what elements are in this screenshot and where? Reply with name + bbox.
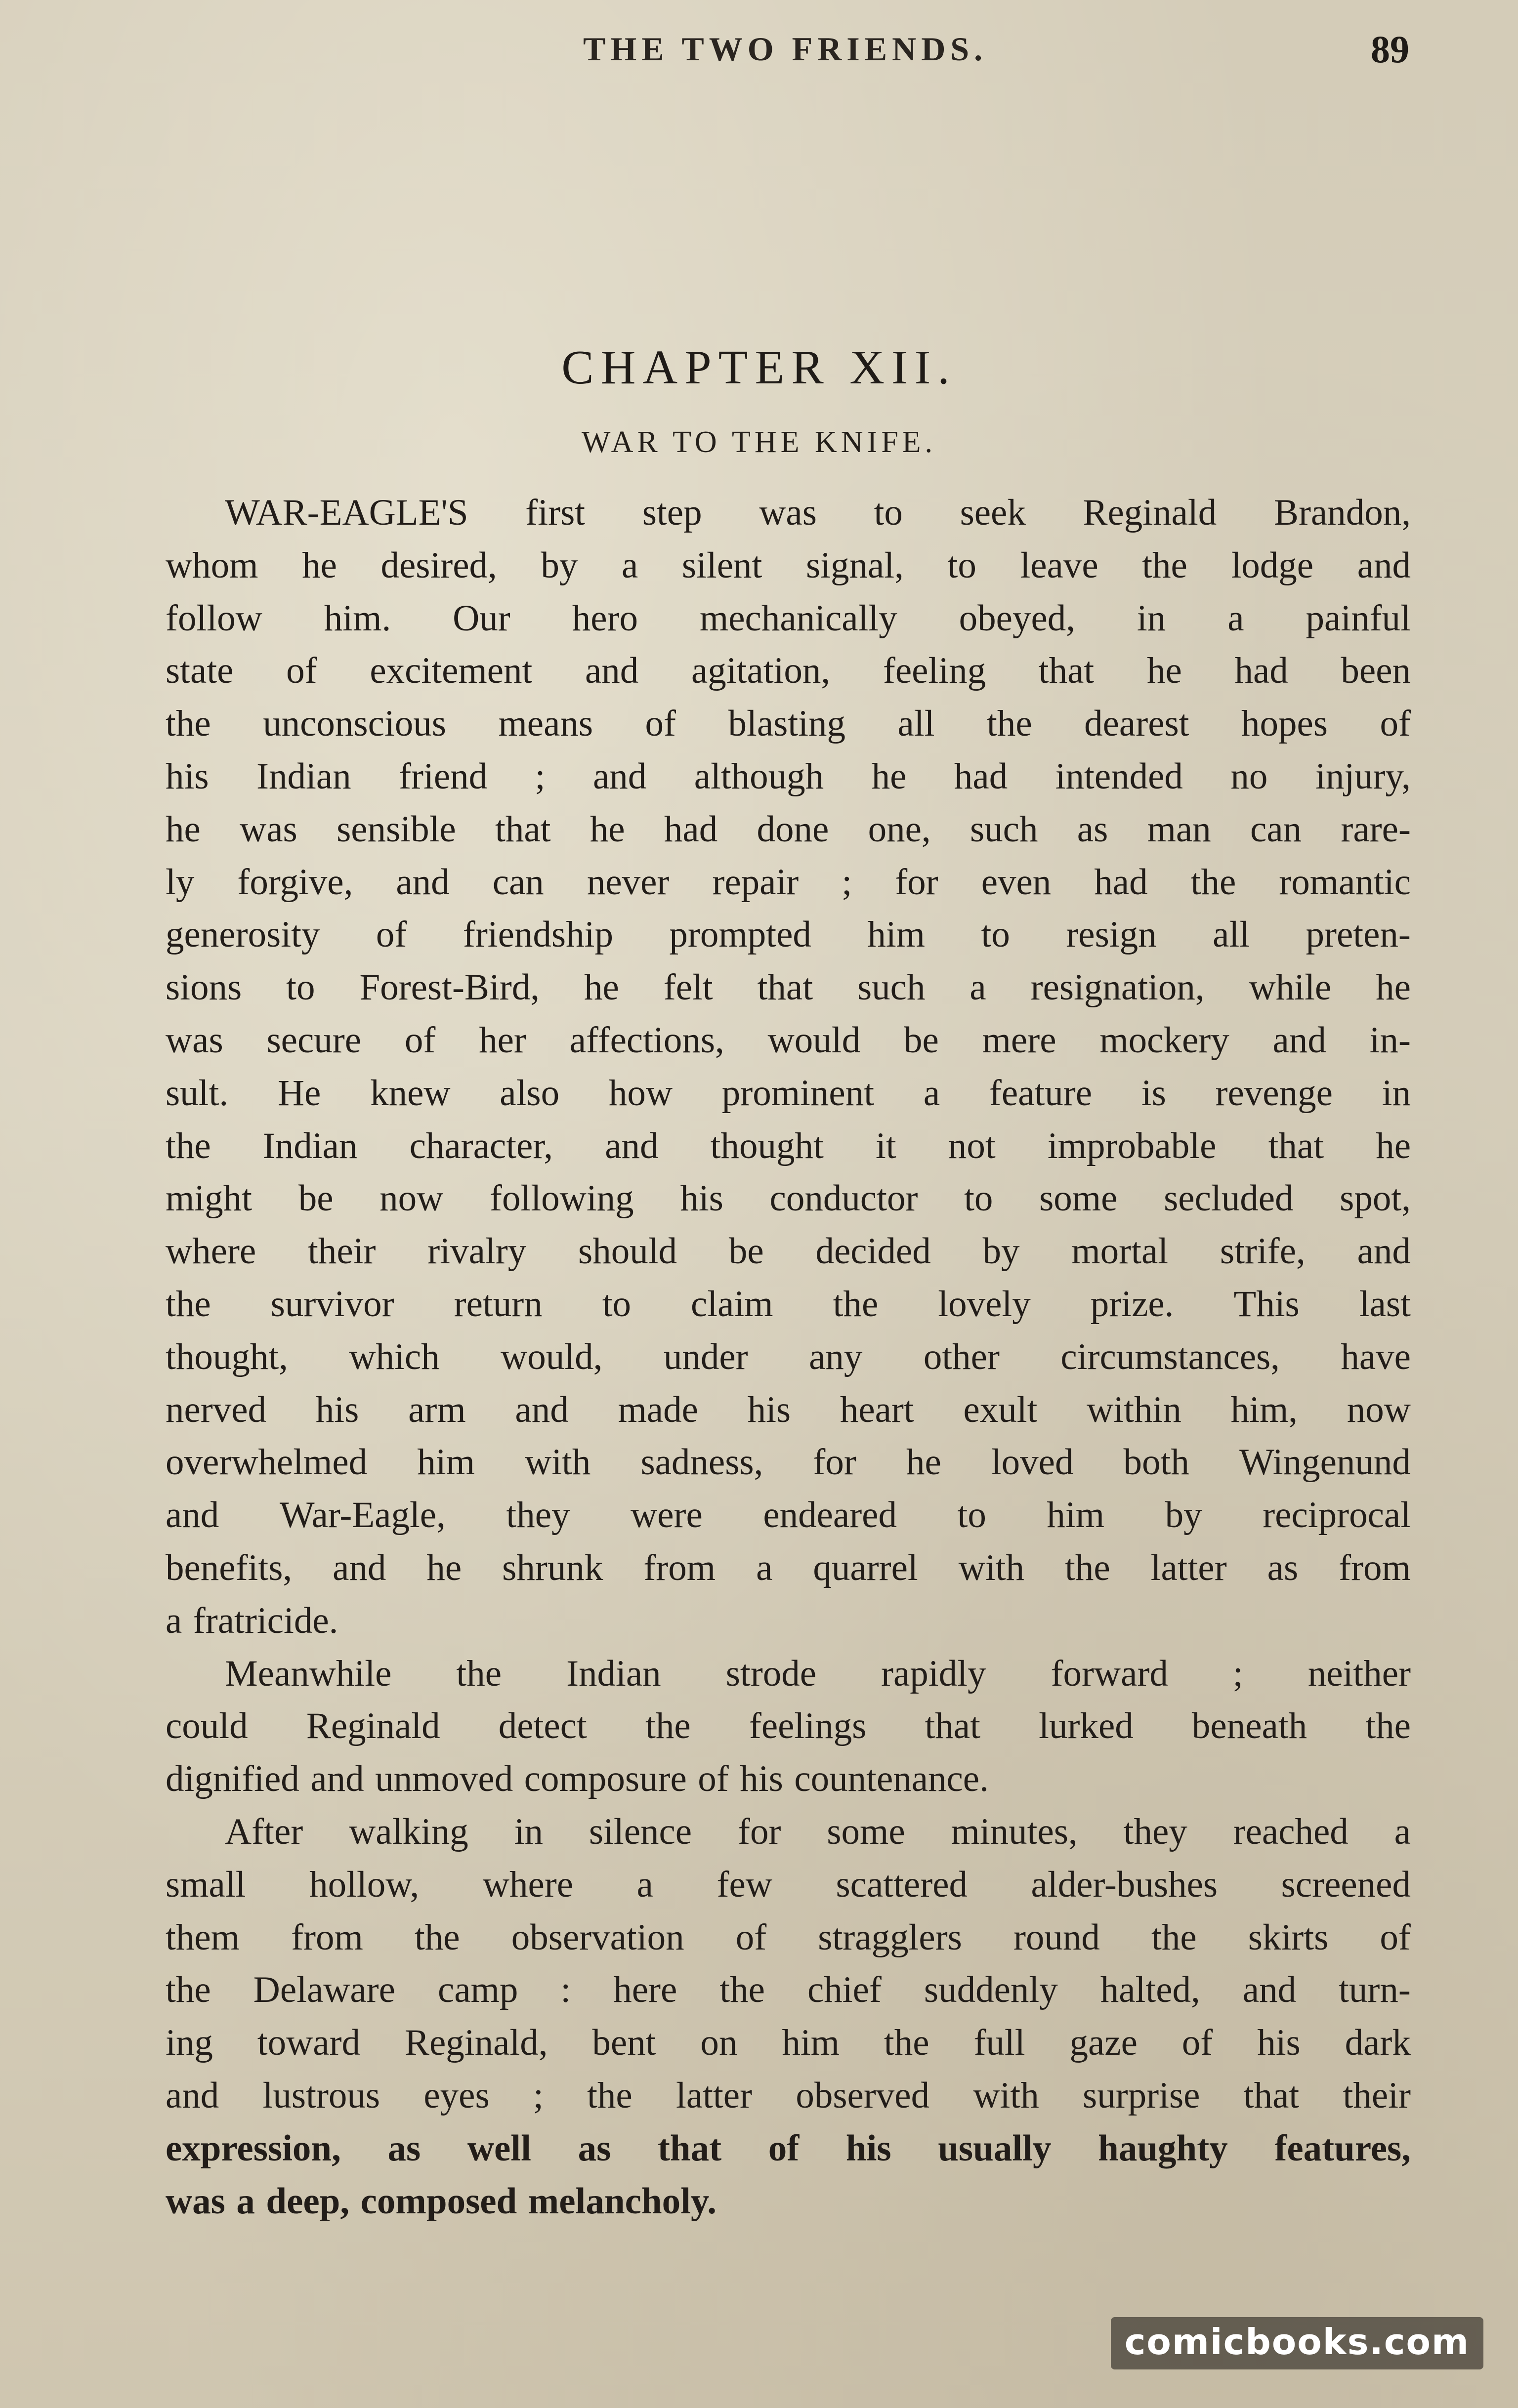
text-line: sions to Forest-Bird, he felt that such a resignation, while he — [166, 967, 1411, 1008]
text-line: the unconscious means of blasting all the dearest hopes of — [166, 703, 1411, 745]
paragraph — [166, 1806, 1411, 2228]
text-line: follow him. Our hero mechanically obeyed, in a painful — [166, 597, 1411, 639]
paragraph — [166, 487, 1411, 1648]
text-line: After walking in silence for some minutes, they reached a — [225, 1811, 1411, 1852]
text-line: generosity of friendship prompted him to resign all preten- — [166, 914, 1411, 955]
text-line: the Indian character, and thought it not improbable that he — [166, 1125, 1411, 1166]
page-number: 89 — [1371, 28, 1409, 71]
text-line: sult. He knew also how prominent a feature is revenge in — [166, 1072, 1411, 1114]
text-line: expression, as well as that of his usually haughty features, — [166, 2127, 1411, 2169]
text-line: nerved his arm and made his heart exult within him, now — [166, 1389, 1411, 1430]
text-line: overwhelmed him with sadness, for he loved both Wingenund — [166, 1442, 1411, 1483]
paragraph — [166, 1648, 1411, 1806]
chapter-title: CHAPTER XII. — [561, 341, 957, 394]
text-line: and lustrous eyes ; the latter observed with surprise that their — [166, 2075, 1411, 2116]
text-line: whom he desired, by a silent signal, to leave the lodge and — [166, 544, 1411, 586]
text-line: and War-Eagle, they were endeared to him by reciprocal — [166, 1495, 1411, 1536]
text-line: them from the observation of stragglers round the skirts of — [166, 1916, 1411, 1958]
text-line: he was sensible that he had done one, such as man can rare- — [166, 808, 1411, 850]
running-head: THE TWO FRIENDS. — [583, 30, 988, 68]
text-line: thought, which would, under any other circumstances, have — [166, 1336, 1411, 1377]
text-line: where their rivalry should be decided by mortal strife, and — [166, 1231, 1411, 1272]
body-text — [166, 487, 1411, 2228]
text-line: ing toward Reginald, bent on him the full gaze of his dark — [166, 2022, 1411, 2064]
text-line: WAR-EAGLE'S first step was to seek Reginald Brandon, — [225, 492, 1411, 533]
chapter-subtitle: WAR TO THE KNIFE. — [581, 425, 937, 459]
text-line: the Delaware camp : here the chief suddenly halted, and turn- — [166, 1969, 1411, 2011]
text-line: his Indian friend ; and although he had intended no injury, — [166, 755, 1411, 797]
text-line: small hollow, where a few scattered alder-bushes screened — [166, 1864, 1411, 1905]
text-line: could Reginald detect the feelings that lurked beneath the — [166, 1705, 1411, 1747]
text-line: a fratricide. — [166, 1600, 338, 1641]
text-line: was secure of her affections, would be mere mockery and in- — [166, 1019, 1411, 1061]
text-line: benefits, and he shrunk from a quarrel with the latter as from — [166, 1547, 1411, 1588]
text-line: state of excitement and agitation, feeling that he had been — [166, 650, 1411, 692]
text-line: was a deep, composed melancholy. — [166, 2180, 717, 2222]
text-line: ly forgive, and can never repair ; for even had the romantic — [166, 861, 1411, 903]
text-line: the survivor return to claim the lovely prize. This last — [166, 1283, 1411, 1325]
text-line: Meanwhile the Indian strode rapidly forward ; neither — [225, 1653, 1411, 1694]
text-line: might be now following his conductor to some secluded spot, — [166, 1178, 1411, 1219]
text-line: dignified and unmoved composure of his countenance. — [166, 1758, 989, 1800]
watermark: comicbooks.com — [1111, 2317, 1483, 2369]
